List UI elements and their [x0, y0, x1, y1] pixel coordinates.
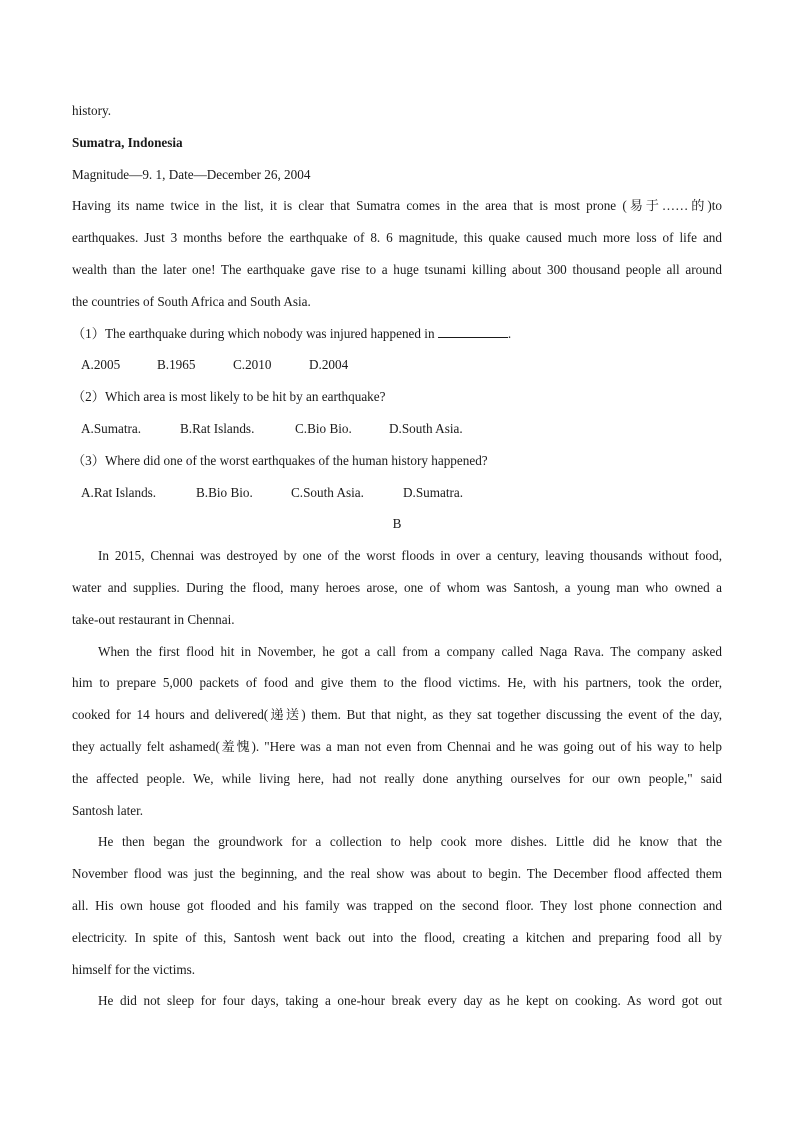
- option-a: A.2005: [81, 357, 121, 373]
- text-line: electricity. In spite of this, Santosh went back out into the flood, creating a kitchen and preparing food all by: [72, 929, 722, 945]
- question-2-options: [72, 413, 722, 445]
- option-c: C.Bio Bio.: [295, 420, 352, 436]
- option-b: B.Bio Bio.: [196, 484, 253, 500]
- section-heading: Sumatra, Indonesia: [72, 134, 183, 150]
- question-text: （1）The earthquake during which nobody was injured happened in: [72, 325, 435, 341]
- text-line: He did not sleep for four days, taking a one-hour break every day as he kept on cooking. As word got out: [98, 993, 722, 1009]
- text-line: wealth than the later one! The earthquake gave rise to a huge tsunami killing about 300 thousand people all around: [72, 261, 722, 277]
- text-line: history.: [72, 103, 112, 118]
- text-line: all. His own house got flooded and his family was trapped on the second floor. They lost phone connection and: [72, 897, 722, 913]
- text-line: Having its name twice in the list, it is clear that Sumatra comes in the area that is most prone (易于……的)to: [72, 198, 722, 214]
- question-3-options: [72, 477, 722, 509]
- text-line: cooked for 14 hours and delivered(递送) them. But that night, as they sat together discussing the event of the day,: [72, 707, 722, 723]
- text-line: He then began the groundwork for a collection to help cook more dishes. Little did he know that the: [98, 834, 722, 850]
- text-line: him to prepare 5,000 packets of food and give them to the flood victims. He, with his partners, took the order,: [72, 675, 722, 691]
- text-line: Santosh later.: [72, 802, 144, 818]
- option-b: B.Rat Islands.: [180, 420, 255, 436]
- magnitude-date-line: Magnitude—9. 1, Date—December 26, 2004: [72, 166, 311, 182]
- text-line: take-out restaurant in Chennai.: [72, 611, 235, 627]
- text-line: himself for the victims.: [72, 961, 196, 977]
- question-3: （3）Where did one of the worst earthquakes of the human history happened?: [72, 452, 488, 468]
- text-line: they actually felt ashamed(羞愧). "Here was a man not even from Chennai and he was going out of his way to help: [72, 738, 722, 754]
- option-d: D.2004: [309, 357, 349, 373]
- answer-blank: [438, 325, 508, 338]
- text-line: the countries of South Africa and South Asia.: [72, 293, 311, 309]
- option-a: A.Rat Islands.: [81, 484, 157, 500]
- text-line: When the first flood hit in November, he got a call from a company called Naga Rava. The company asked: [98, 643, 722, 659]
- question-suffix: .: [507, 325, 512, 341]
- section-b-label: B: [392, 516, 402, 532]
- option-c: C.2010: [233, 357, 272, 373]
- text-line: the affected people. We, while living here, had not really done anything ourselves for our own people," said: [72, 770, 722, 786]
- text-line: November flood was just the beginning, and the real show was about to begin. The December flood affected them: [72, 866, 722, 882]
- option-a: A.Sumatra.: [81, 420, 142, 436]
- option-d: D.Sumatra.: [403, 484, 464, 500]
- question-1: [72, 318, 722, 350]
- option-c: C.South Asia.: [291, 484, 364, 500]
- option-b: B.1965: [157, 357, 196, 373]
- option-d: D.South Asia.: [389, 420, 463, 436]
- text-line: In 2015, Chennai was destroyed by one of the worst floods in over a century, leaving thousands without food,: [98, 548, 722, 564]
- text-line: water and supplies. During the flood, many heroes arose, one of whom was Santosh, a young man who owned a: [72, 579, 722, 595]
- document-page: [72, 95, 722, 1017]
- text-line: earthquakes. Just 3 months before the earthquake of 8. 6 magnitude, this quake caused much more loss of life and: [72, 230, 722, 246]
- question-2: （2）Which area is most likely to be hit by an earthquake?: [72, 389, 386, 405]
- question-1-options: [72, 349, 722, 381]
